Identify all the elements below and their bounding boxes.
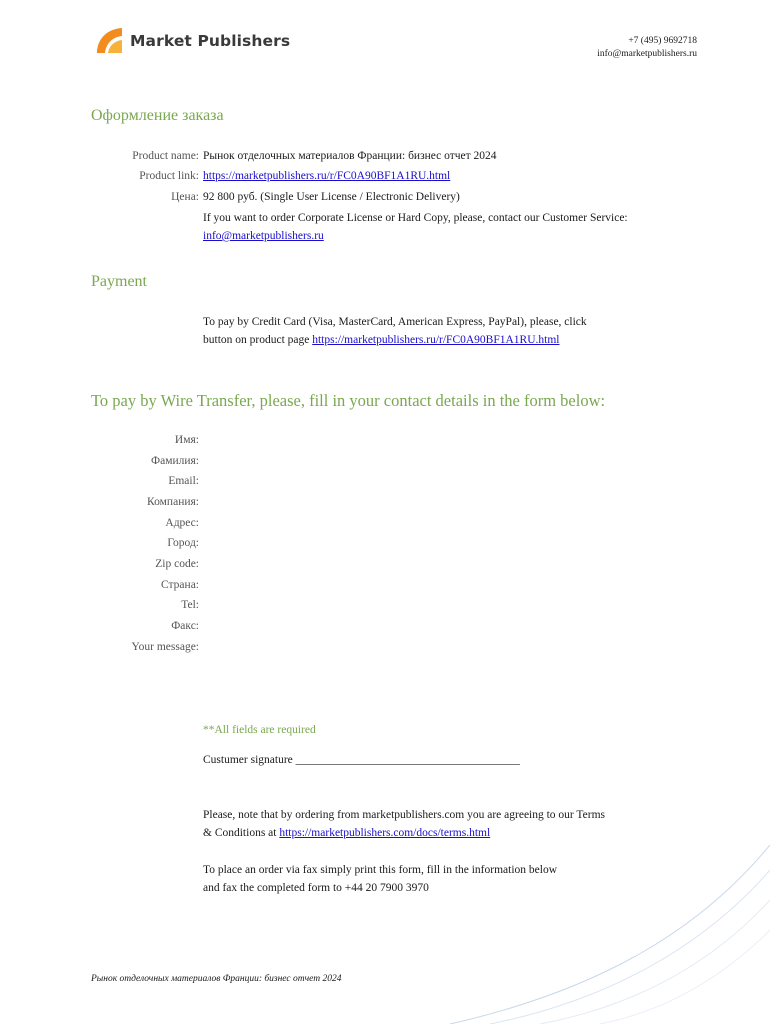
price-label: Цена: — [171, 191, 199, 203]
field-label: Компания: — [147, 496, 199, 508]
field-label: Адрес: — [165, 517, 199, 529]
order-section-title: Оформление заказа — [91, 107, 224, 124]
terms-text — [203, 806, 605, 842]
field-label: Фамилия: — [151, 455, 199, 467]
terms-line-2-prefix: & Conditions at — [203, 827, 280, 839]
product-link[interactable]: https://marketpublishers.ru/r/FC0A90BF1A1RU.html — [203, 170, 451, 182]
service-email-link[interactable]: info@marketpublishers.ru — [203, 230, 324, 242]
product-name-value: Рынок отделочных материалов Франции: бизнес отчет 2024 — [203, 150, 497, 162]
payment-line-1: To pay by Credit Card (Visa, MasterCard, American Express, PayPal), please, click — [203, 316, 587, 328]
field-label: Email: — [168, 475, 199, 487]
logo-mark-icon — [95, 27, 125, 54]
customer-signature-line: Custumer signature _______________________________________ — [203, 754, 520, 766]
field-label: Your message: — [131, 641, 199, 653]
page-footer: Рынок отделочных материалов Франции: бизнес отчет 2024 — [91, 974, 342, 984]
payment-line-2 — [203, 331, 587, 349]
payment-text — [203, 313, 587, 349]
terms-line-2 — [203, 824, 605, 842]
product-link-label: Product link: — [139, 170, 199, 182]
header-contact — [597, 35, 697, 60]
price-value: 92 800 руб. (Single User License / Electronic Delivery) — [203, 191, 460, 203]
field-label: Zip code: — [155, 558, 199, 570]
field-label: Город: — [167, 537, 199, 549]
terms-line-1: Please, note that by ordering from marketpublishers.com you are agreeing to our Terms — [203, 809, 606, 821]
field-label: Имя: — [174, 434, 199, 446]
market-publishers-logo — [95, 27, 290, 54]
payment-line-2-prefix: button on product page — [203, 334, 313, 346]
terms-link[interactable]: https://marketpublishers.com/docs/terms.html — [279, 827, 491, 839]
payment-section-title: Payment — [91, 273, 147, 290]
required-fields-note: **All fields are required — [203, 724, 316, 736]
fax-line-2: and fax the completed form to +44 20 7900 3970 — [203, 882, 429, 894]
fax-line-1: To place an order via fax simply print this form, fill in the information below — [203, 864, 558, 876]
field-label: Страна: — [161, 579, 199, 591]
field-label: Факс: — [171, 620, 199, 632]
header-phone: +7 (495) 9692718 — [628, 36, 697, 46]
fax-instructions — [203, 861, 557, 897]
field-label: Tel: — [181, 599, 199, 611]
corporate-note: If you want to order Corporate License or Hard Copy, please, contact our Customer Service: — [203, 212, 628, 224]
payment-product-link[interactable]: https://marketpublishers.ru/r/FC0A90BF1A1RU.html — [312, 334, 560, 346]
wire-section-title: To pay by Wire Transfer, please, fill in your contact details in the form below: — [91, 391, 606, 410]
logo-text: Market Publishers — [130, 31, 291, 50]
header-email[interactable]: info@marketpublishers.ru — [597, 48, 697, 59]
product-name-label: Product name: — [132, 150, 199, 162]
